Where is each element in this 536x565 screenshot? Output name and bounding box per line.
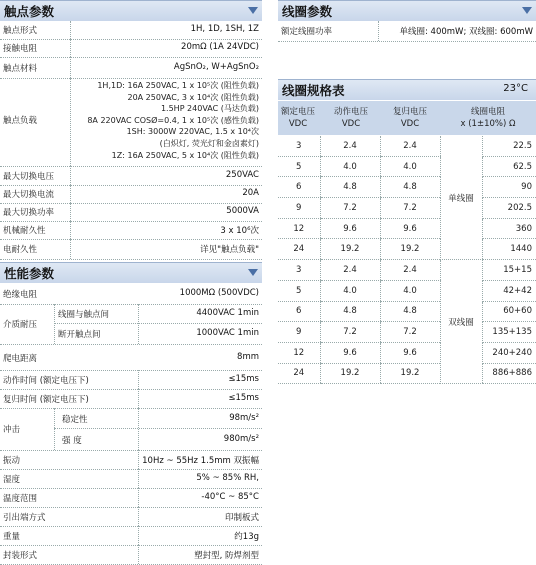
- coil-table-row: [278, 260, 536, 281]
- table-cell: 7.2: [380, 198, 440, 219]
- table-cell: 2.4: [380, 260, 440, 281]
- row-value: AgSnO₂, W+AgSnO₂: [173, 61, 259, 72]
- coil-param-header: [278, 0, 536, 21]
- row-label: 引出端方式: [3, 513, 46, 523]
- contact-panel: [0, 0, 262, 255]
- contact-load-lines: [87, 80, 259, 161]
- row-label: 振动: [3, 456, 21, 466]
- coil-resistance-cell: 60+60: [482, 301, 536, 322]
- row-value: 单线圈: 400mW; 双线圈: 600mW: [399, 27, 533, 37]
- row-label: 触点负载: [3, 116, 38, 126]
- row-value: 250VAC: [225, 169, 259, 180]
- contact-row: [0, 239, 262, 260]
- contact-header: [0, 0, 262, 21]
- contact-row: [0, 78, 262, 167]
- table-cell: 4.8: [380, 177, 440, 198]
- col-rated-voltage-unit: VDC: [288, 119, 308, 129]
- coil-table-row: [278, 301, 536, 322]
- coil-table-row: [278, 198, 536, 219]
- row-value: ≤15ms: [228, 393, 259, 403]
- row-value: 1H, 1D, 1SH, 1Z: [190, 24, 259, 34]
- coil-resistance-cell: 360: [482, 218, 536, 239]
- performance-title: 性能参数: [4, 266, 55, 281]
- table-cell: 5: [278, 156, 320, 177]
- table-cell: 6: [278, 177, 320, 198]
- row-label: 重量: [3, 532, 21, 542]
- row-label: 湿度: [3, 475, 21, 485]
- coil-resistance-cell: 90: [482, 177, 536, 198]
- contact-rows: [0, 21, 262, 255]
- row-label: 额定线圈功率: [281, 27, 333, 37]
- contact-title: 触点参数: [4, 4, 55, 19]
- double-coil-label: 双线圈: [440, 260, 482, 384]
- coil-spec-column-headers: [278, 101, 536, 135]
- performance-row: [0, 545, 262, 565]
- table-cell: 4.8: [320, 177, 380, 198]
- contact-load-line: 1.5HP 240VAC (马达负载): [160, 104, 259, 114]
- table-cell: 9: [278, 198, 320, 219]
- coil-table-row: [278, 136, 536, 156]
- contact-load-line: 8A 220VAC COSØ=0.4, 1 x 10⁵次 (感性负载): [87, 115, 259, 125]
- single-coil-label: 单线圈: [440, 136, 482, 260]
- table-cell: 19.2: [320, 363, 380, 384]
- dielectric-row: [0, 304, 262, 345]
- row-label: 机械耐久性: [3, 226, 46, 236]
- row-label: 最大切换电压: [3, 171, 55, 182]
- performance-rows: [0, 283, 262, 561]
- shock-value-1: 98m/s²: [229, 413, 259, 423]
- performance-row: [0, 507, 262, 527]
- contact-row: [0, 21, 262, 40]
- row-label: 爬电距离: [3, 354, 38, 364]
- collapse-triangle-icon: [248, 7, 258, 14]
- collapse-triangle-icon: [248, 269, 258, 276]
- contact-row: [0, 221, 262, 240]
- row-label: 封装形式: [3, 551, 38, 561]
- row-label: 最大切换电流: [3, 190, 55, 200]
- table-cell: 9.6: [320, 218, 380, 239]
- contact-row: [0, 166, 262, 186]
- table-cell: 3: [278, 136, 320, 156]
- contact-load-line: (白炽灯, 荧光灯和金卤素灯): [159, 138, 259, 148]
- col-coil-resistance: 线圈电阻: [470, 107, 505, 117]
- row-value: 1000MΩ (500VDC): [179, 288, 259, 298]
- row-label: 接触电阻: [3, 44, 38, 54]
- coil-param-panel: [278, 0, 536, 44]
- contact-row: [0, 203, 262, 222]
- row-label: 最大切换功率: [3, 208, 55, 218]
- table-cell: 24: [278, 239, 320, 260]
- table-cell: 19.2: [380, 363, 440, 384]
- row-value: 3 x 10⁶次: [220, 226, 259, 236]
- col-operate-voltage-unit: VDC: [341, 119, 361, 129]
- table-cell: 2.4: [320, 260, 380, 281]
- coil-spec-header: [278, 79, 536, 100]
- table-cell: 19.2: [320, 239, 380, 260]
- row-value: 20A: [242, 188, 259, 198]
- coil-table-row: [278, 156, 536, 177]
- temperature-label: 23°C: [503, 83, 528, 94]
- coil-spec-table: [278, 136, 536, 384]
- coil-resistance-cell: 42+42: [482, 280, 536, 301]
- performance-panel: [0, 262, 262, 561]
- col-rated-voltage: 额定电压: [280, 107, 315, 117]
- table-cell: 2.4: [320, 136, 380, 156]
- table-cell: 12: [278, 218, 320, 239]
- table-cell: 4.0: [380, 156, 440, 177]
- row-value: 10Hz ~ 55Hz 1.5mm 双振幅: [142, 456, 259, 466]
- col-release-voltage-unit: VDC: [400, 119, 420, 129]
- coil-table-row: [278, 177, 536, 198]
- coil-resistance-cell: 15+15: [482, 260, 536, 281]
- col-coil-resistance-unit: x (1±10%) Ω: [460, 119, 516, 129]
- table-cell: 9: [278, 322, 320, 343]
- table-cell: 5: [278, 280, 320, 301]
- table-cell: 7.2: [380, 322, 440, 343]
- row-value: 5000VA: [226, 206, 259, 216]
- row-label: 电耐久性: [3, 245, 38, 255]
- coil-resistance-cell: 886+886: [482, 363, 536, 384]
- shock-sub-strength: 强 度: [62, 436, 82, 446]
- table-cell: 4.0: [380, 280, 440, 301]
- table-cell: 7.2: [320, 322, 380, 343]
- row-value: 5% ~ 85% RH,: [196, 473, 259, 483]
- coil-table-row: [278, 218, 536, 239]
- col-release-voltage: 复归电压: [392, 107, 427, 117]
- table-cell: 12: [278, 342, 320, 363]
- row-value: 印制板式: [224, 513, 259, 523]
- coil-param-title: 线圈参数: [282, 4, 333, 19]
- coil-resistance-cell: 62.5: [482, 156, 536, 177]
- performance-row: [0, 469, 262, 489]
- row-value: 20mΩ (1A 24VDC): [181, 42, 259, 52]
- contact-row: [0, 185, 262, 204]
- table-cell: 9.6: [320, 342, 380, 363]
- coil-table-row: [278, 239, 536, 260]
- table-cell: 19.2: [380, 239, 440, 260]
- row-label: 绝缘电阻: [3, 290, 38, 300]
- row-label: 冲击: [3, 425, 21, 435]
- coil-resistance-cell: 1440: [482, 239, 536, 260]
- contact-load-line: 1H,1D: 16A 250VAC, 1 x 10⁵次 (阻性负载): [97, 81, 259, 90]
- coil-spec-panel: [278, 79, 536, 379]
- performance-row: [0, 450, 262, 470]
- coil-table-row: [278, 322, 536, 343]
- table-cell: 6: [278, 301, 320, 322]
- coil-table-row: [278, 363, 536, 384]
- coil-power-row: [278, 21, 536, 42]
- collapse-triangle-icon: [522, 7, 532, 14]
- table-cell: 3: [278, 260, 320, 281]
- shock-value-2: 980m/s²: [223, 434, 259, 444]
- dielectric-sub-open-contacts: 断开触点间: [58, 330, 101, 340]
- table-cell: 4.8: [320, 301, 380, 322]
- dielectric-value-2: 1000VAC 1min: [196, 328, 259, 338]
- coil-spec-title: 线圈规格表: [282, 83, 345, 98]
- table-cell: 4.0: [320, 280, 380, 301]
- col-operate-voltage: 动作电压: [333, 107, 368, 117]
- insulation-row: [0, 283, 262, 305]
- coil-resistance-cell: 135+135: [482, 322, 536, 343]
- coil-resistance-cell: 240+240: [482, 342, 536, 363]
- row-label: 触点材料: [3, 63, 38, 74]
- shock-sub-stability: 稳定性: [62, 415, 88, 425]
- table-cell: 4.0: [320, 156, 380, 177]
- table-cell: 9.6: [380, 342, 440, 363]
- row-value: 8mm: [237, 352, 259, 362]
- row-label: 触点形式: [3, 26, 38, 36]
- table-cell: 2.4: [380, 136, 440, 156]
- row-label: 动作时间 (额定电压下): [3, 376, 89, 386]
- contact-load-line: 20A 250VAC, 3 x 10⁴次 (阻性负载): [127, 92, 259, 102]
- dielectric-sub-coil-contact: 线圈与触点间: [58, 310, 110, 320]
- row-value: ≤15ms: [228, 374, 259, 384]
- table-cell: 24: [278, 363, 320, 384]
- table-cell: 4.8: [380, 301, 440, 322]
- row-value: 塑封型, 防焊剂型: [194, 551, 259, 561]
- coil-resistance-cell: 22.5: [482, 136, 536, 156]
- contact-row: [0, 57, 262, 79]
- performance-header: [0, 262, 262, 283]
- row-value: -40°C ~ 85°C: [201, 492, 259, 502]
- coil-table-row: [278, 342, 536, 363]
- row-label: 复归时间 (额定电压下): [3, 395, 89, 405]
- operate-time-row: [0, 370, 262, 390]
- row-label: 介质耐压: [3, 320, 38, 330]
- coil-resistance-cell: 202.5: [482, 198, 536, 219]
- performance-row: [0, 526, 262, 546]
- table-cell: 7.2: [320, 198, 380, 219]
- shock-row: [0, 408, 262, 451]
- row-value: 约13g: [234, 532, 259, 542]
- performance-row: [0, 488, 262, 508]
- row-label: 温度范围: [3, 494, 38, 504]
- row-value: 详见"触点负载": [200, 245, 259, 255]
- contact-row: [0, 39, 262, 58]
- dielectric-value-1: 4400VAC 1min: [196, 308, 259, 318]
- coil-table-row: [278, 280, 536, 301]
- table-cell: 9.6: [380, 218, 440, 239]
- release-time-row: [0, 389, 262, 409]
- contact-load-line: 1SH: 3000W 220VAC, 1.5 x 10⁴次: [126, 127, 259, 137]
- contact-load-line: 1Z: 16A 250VAC, 5 x 10⁴次 (阻性负载): [111, 150, 259, 160]
- creepage-row: [0, 344, 262, 371]
